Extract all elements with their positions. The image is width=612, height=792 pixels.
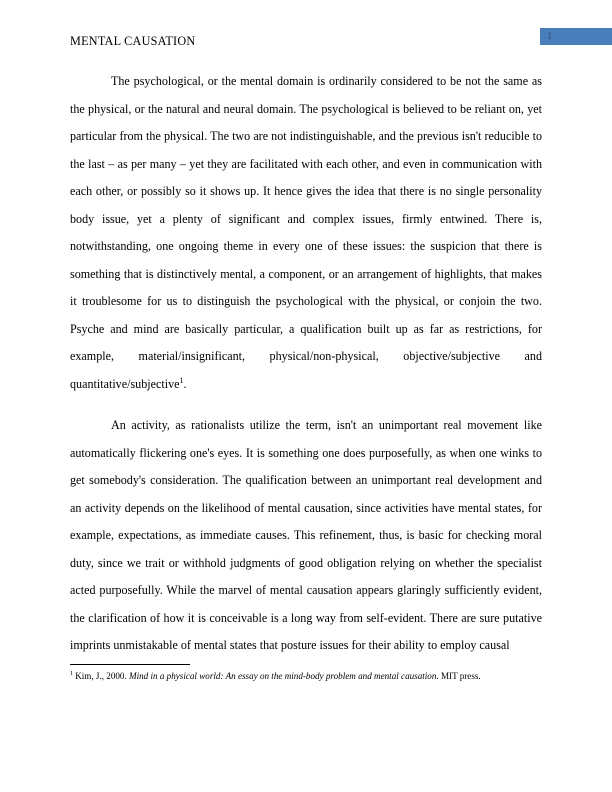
footnote-marker: 1 <box>70 669 74 677</box>
footnote-publisher: . MIT press. <box>436 671 481 681</box>
paragraph-1 <box>70 68 542 398</box>
footnote-entry <box>70 670 542 683</box>
page-number-label: 1 <box>547 31 553 42</box>
page-number-badge <box>540 28 612 45</box>
footnote-area <box>70 664 542 683</box>
document-header <box>70 33 612 53</box>
paragraph-1-text: The psychological, or the mental domain is ordinarily considered to be not the same as the physical, or the natural and neural domain. The psychological is believed to be reliant on, yet particular from the physical. The two are not indistinguishable, and the previous isn't reducible to the last – as per many – yet they are facilitated with each other, and even in communication with each other, or possibly so it shows up. It hence gives the idea that there is no single personality body issue, yet a plenty of significant and complex issues, firmly entwined. There is, notwithstanding, one ongoing theme in every one of these issues: the suspicion that there is something that is distinctively mental, a component, or an arrangement of highlights, that makes it troublesome for us to distinguish the psychological with the physical, or conjoin the two. Psyche and mind are basically particular, a qualification built up as far as restrictions, for example, material/insignificant, physical/non-physical, objective/subjective and quantitative/subjective <box>70 74 542 391</box>
footnote-source-title: Mind in a physical world: An essay on the mind-body problem and mental causation <box>129 671 437 681</box>
footnote-author-year: Kim, J., 2000. <box>75 671 130 681</box>
paragraph-2: An activity, as rationalists utilize the term, isn't an unimportant real movement like automatically flickering one's eyes. It is something one does purposefully, as when one winks to get somebody's consideration. The qualification between an unimportant real development and an activity depends on the likelihood of mental causation, since activities have mental states, for example, expectations, as immediate causes. This refinement, thus, is basic for checking moral duty, since we trait or withhold judgments of good obligation relying on whether the specialist acted purposefully. While the marvel of mental causation appears glaringly sufficiently evident, the clarification of how it is conceivable is a long way from self-evident. There are sure putative imprints unmistakable of mental states that posture issues for their ability to employ causal <box>70 418 542 652</box>
paragraph-1-tail: . <box>183 376 187 391</box>
document-body <box>70 68 542 660</box>
footnote-separator-rule <box>70 664 190 665</box>
footnote-reference-1[interactable]: 1 <box>179 375 184 385</box>
running-head-title: MENTAL CAUSATION <box>70 34 196 48</box>
